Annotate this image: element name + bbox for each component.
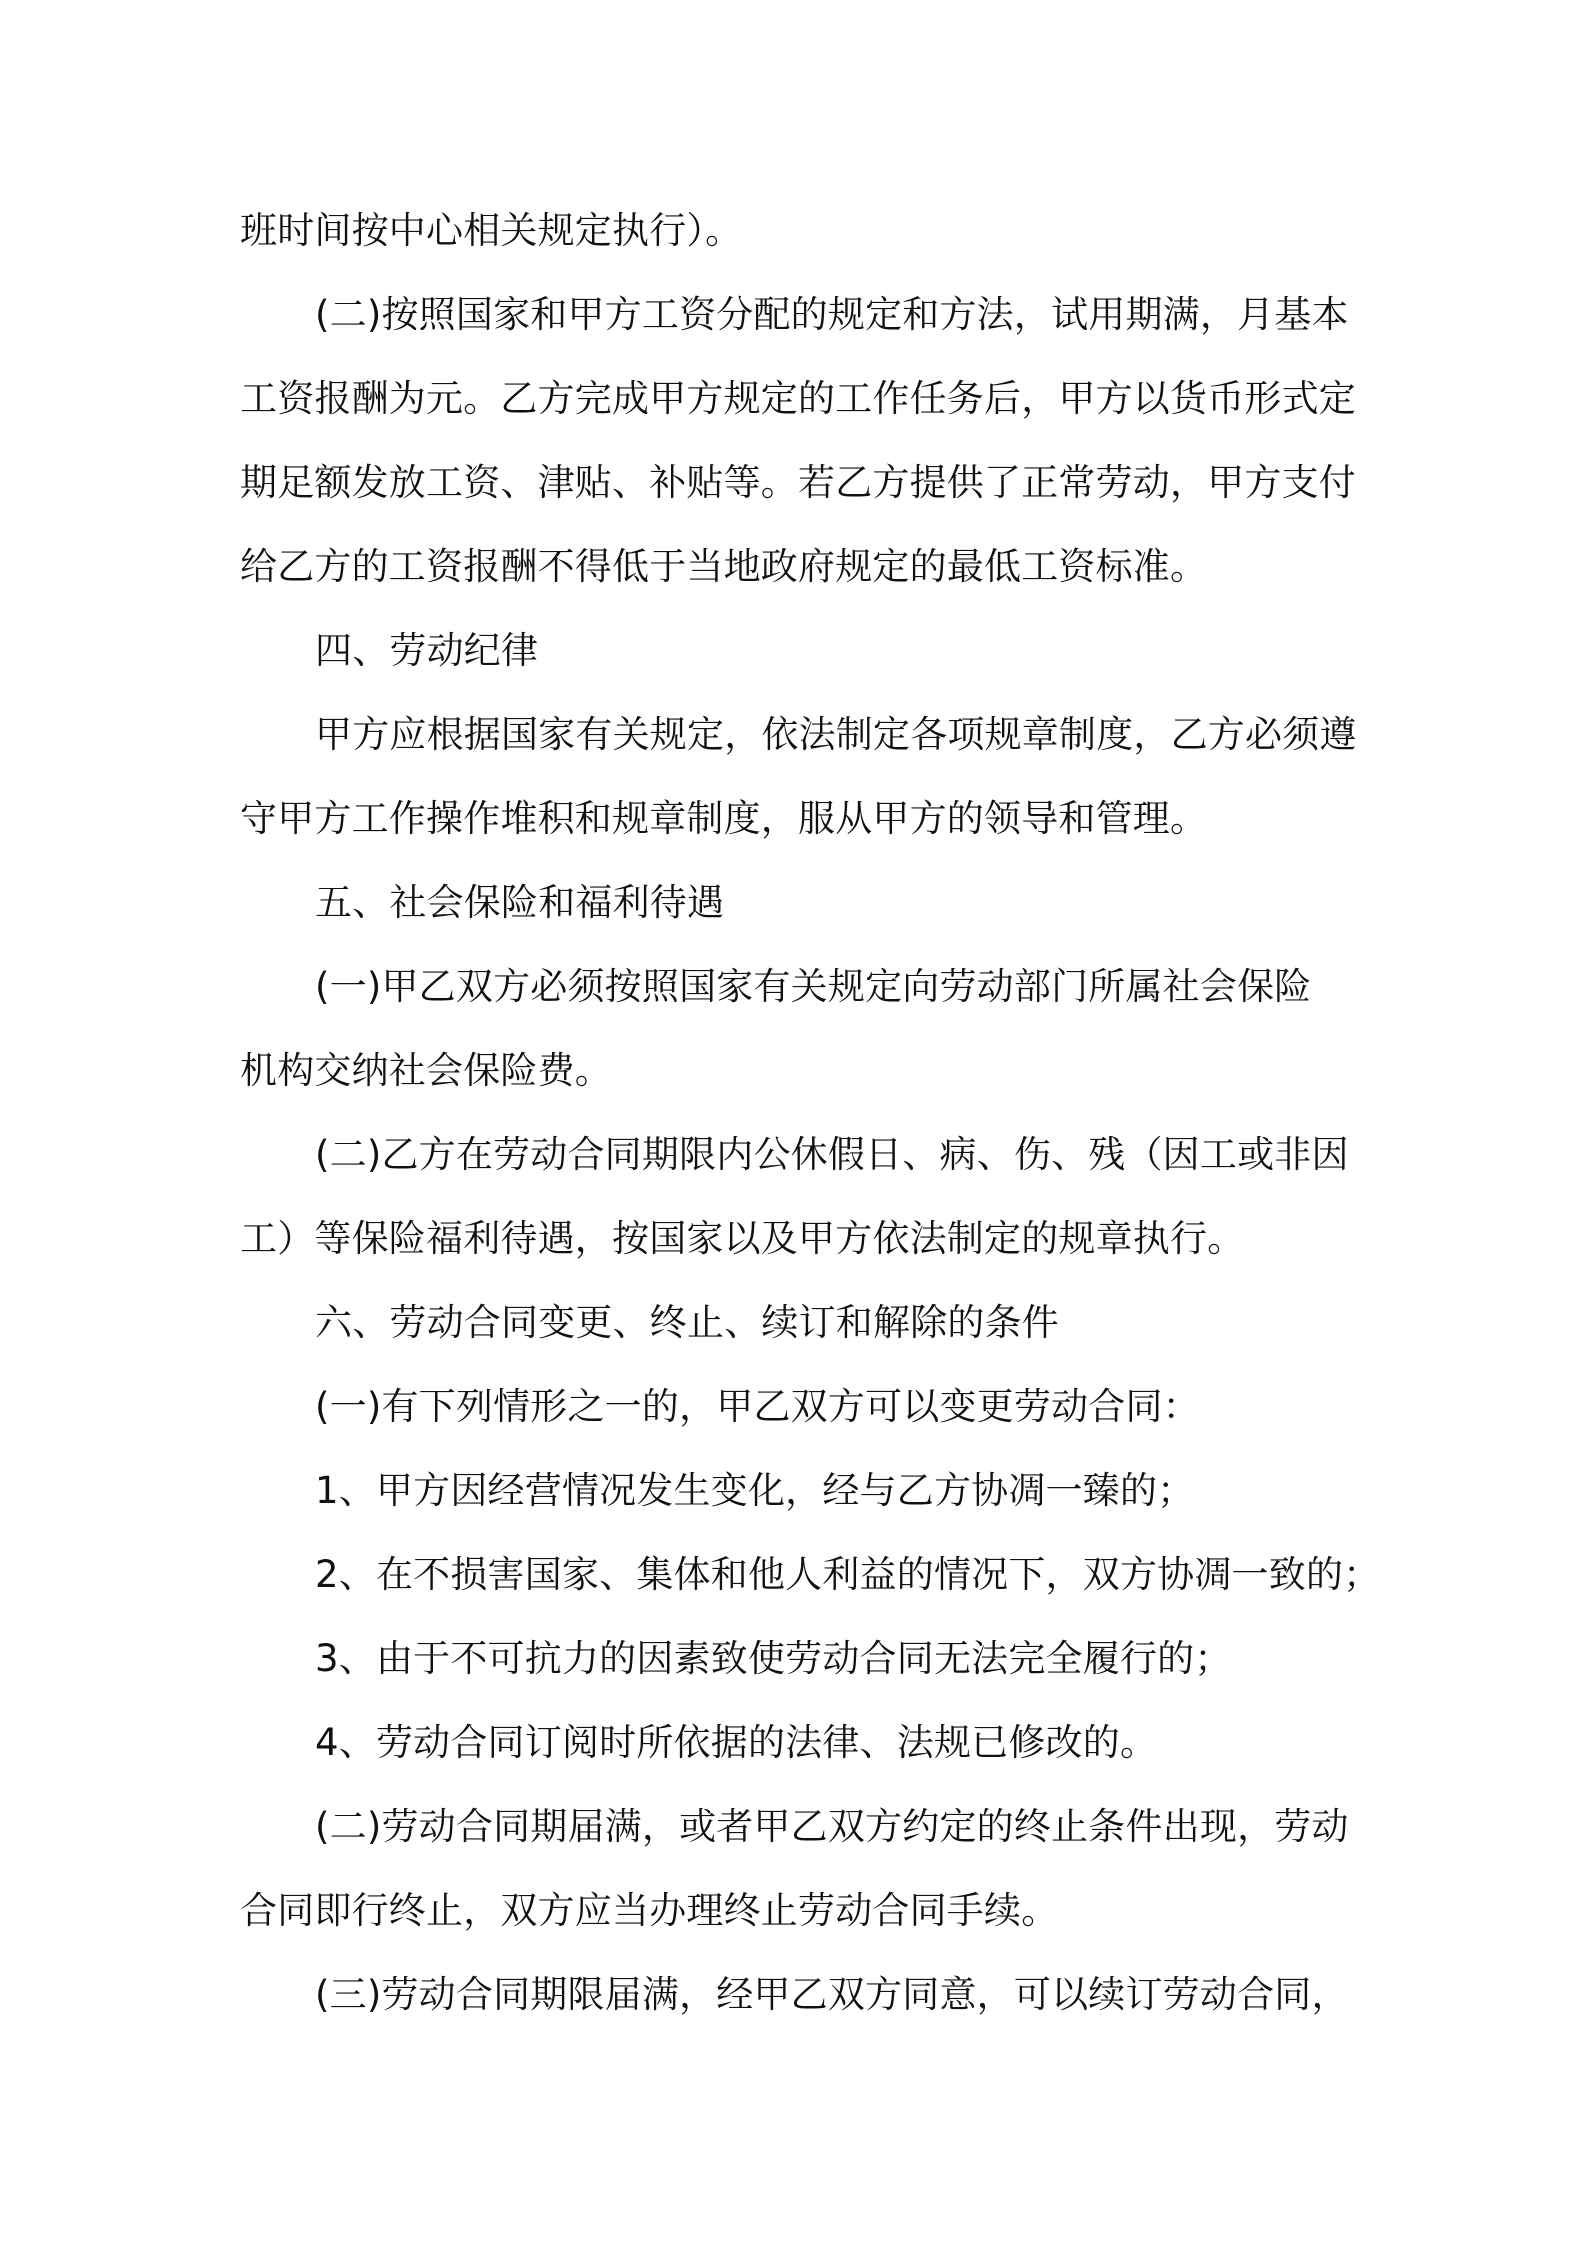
- text-line: 工资报酬为元。乙方完成甲方规定的工作任务后，甲方以货币形式定: [240, 377, 1356, 420]
- list-item: 1、甲方因经营情况发生变化，经与乙方协凋一臻的；: [315, 1469, 1195, 1512]
- text-line: (一)甲乙双方必须按照国家有关规定向劳动部门所属社会保险: [315, 965, 1312, 1008]
- text-line: (一)有下列情形之一的，甲乙双方可以变更劳动合同：: [315, 1385, 1200, 1428]
- text-line: (三)劳动合同期限届满，经甲乙双方同意，可以续订劳动合同，: [315, 1973, 1349, 2016]
- text-line: 合同即行终止，双方应当办理终止劳动合同手续。: [240, 1889, 1059, 1932]
- text-line: 期足额发放工资、津贴、补贴等。若乙方提供了正常劳动，甲方支付: [240, 461, 1356, 504]
- section-heading: 五、社会保险和福利待遇: [315, 881, 725, 924]
- text-line: 机构交纳社会保险费。: [240, 1049, 612, 1092]
- section-heading: 六、劳动合同变更、终止、续订和解除的条件: [315, 1301, 1059, 1344]
- text-line: 给乙方的工资报酬不得低于当地政府规定的最低工资标准。: [240, 545, 1208, 588]
- document-body: [240, 196, 1381, 2044]
- list-item: 2、在不损害国家、集体和他人利益的情况下，双方协凋一致的；: [315, 1553, 1381, 1596]
- list-item: 3、由于不可抗力的因素致使劳动合同无法完全履行的；: [315, 1637, 1232, 1680]
- list-item: 4、劳动合同订阅时所依据的法律、法规已修改的。: [315, 1721, 1158, 1764]
- text-line: 守甲方工作操作堆积和规章制度，服从甲方的领导和管理。: [240, 797, 1208, 840]
- section-heading: 四、劳动纪律: [315, 629, 539, 672]
- text-line: 甲方应根据国家有关规定，依法制定各项规章制度，乙方必须遵: [315, 713, 1357, 756]
- text-line: (二)乙方在劳动合同期限内公休假日、病、伤、残（因工或非因: [315, 1133, 1349, 1176]
- text-line: 班时间按中心相关规定执行）。: [240, 209, 743, 252]
- text-line: (二)劳动合同期届满，或者甲乙双方约定的终止条件出现，劳动: [315, 1805, 1349, 1848]
- text-line: (二)按照国家和甲方工资分配的规定和方法，试用期满，月基本: [315, 293, 1349, 336]
- text-line: 工）等保险福利待遇，按国家以及甲方依法制定的规章执行。: [240, 1217, 1245, 1260]
